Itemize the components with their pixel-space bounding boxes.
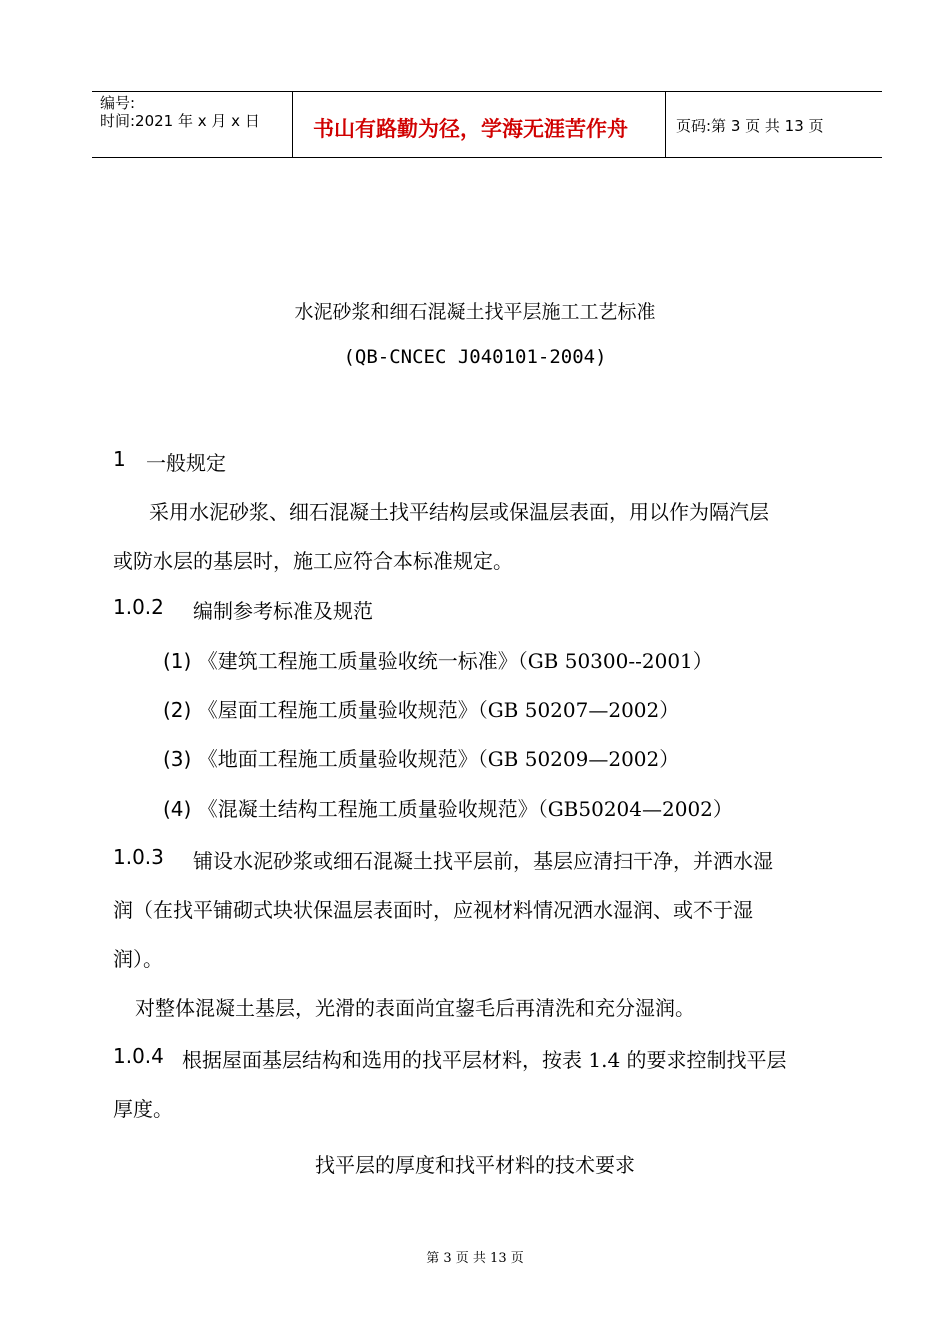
paragraph-line: 采用水泥砂浆、细石混凝土找平结构层或保温层表面，用以作为隔汽层 <box>149 500 769 524</box>
paragraph-line: 对整体混凝土基层，光滑的表面尚宜鋆毛后再清洗和充分湿润。 <box>135 996 695 1020</box>
header-time-label: 时间:2021 年 x 月 x 日 <box>100 112 260 130</box>
clause-number: 1.0.4 <box>113 1044 164 1068</box>
reference-text: 《混凝土结构工程施工质量验收规范》（GB50204—2002） <box>197 797 733 821</box>
page-footer: 第 3 页 共 13 页 <box>426 1251 524 1266</box>
header-number-label: 编号: <box>100 94 136 112</box>
header-bottom-rule <box>92 157 882 158</box>
section-number: 1 <box>113 447 126 471</box>
clause-number: 1.0.3 <box>113 845 164 869</box>
document-code: (QB-CNCEC J040101-2004) <box>343 346 607 368</box>
header-motto: 书山有路勤为径，学海无涯苦作舟 <box>313 117 628 141</box>
reference-index: (4) <box>163 797 192 821</box>
paragraph-line: 或防水层的基层时，施工应符合本标准规定。 <box>113 549 513 573</box>
clause-text: 编制参考标准及规范 <box>193 599 373 623</box>
reference-index: (2) <box>163 698 192 722</box>
reference-item <box>163 743 679 772</box>
header-divider-right <box>665 91 666 157</box>
clause-text: 厚度。 <box>113 1097 173 1121</box>
reference-index: (1) <box>163 649 192 673</box>
section-heading: 一般规定 <box>146 451 226 475</box>
reference-text: 《建筑工程施工质量验收统一标准》（GB 50300--2001） <box>197 649 713 673</box>
clause-text: 润（在找平铺砌式块状保温层表面时，应视材料情况洒水湿润、或不于湿 <box>113 898 753 922</box>
header-top-rule <box>92 91 882 92</box>
header-page-label: 页码:第 3 页 共 13 页 <box>676 117 824 135</box>
reference-text: 《地面工程施工质量验收规范》（GB 50209—2002） <box>197 747 680 771</box>
reference-item <box>163 793 733 822</box>
clause-text: 润）。 <box>113 947 163 971</box>
header-divider-left <box>292 91 293 157</box>
clause-number: 1.0.2 <box>113 595 164 619</box>
document-title: 水泥砂浆和细石混凝土找平层施工工艺标准 <box>294 301 656 323</box>
reference-text: 《屋面工程施工质量验收规范》（GB 50207—2002） <box>197 698 680 722</box>
reference-item <box>163 645 713 674</box>
clause-text: 铺设水泥砂浆或细石混凝土找平层前，基层应清扫干净，并洒水湿 <box>193 849 773 873</box>
reference-index: (3) <box>163 747 192 771</box>
table-title: 找平层的厚度和找平材料的技术要求 <box>315 1153 635 1177</box>
reference-item <box>163 694 679 723</box>
clause-text: 根据屋面基层结构和选用的找平层材料，按表 1.4 的要求控制找平层 <box>182 1048 787 1072</box>
